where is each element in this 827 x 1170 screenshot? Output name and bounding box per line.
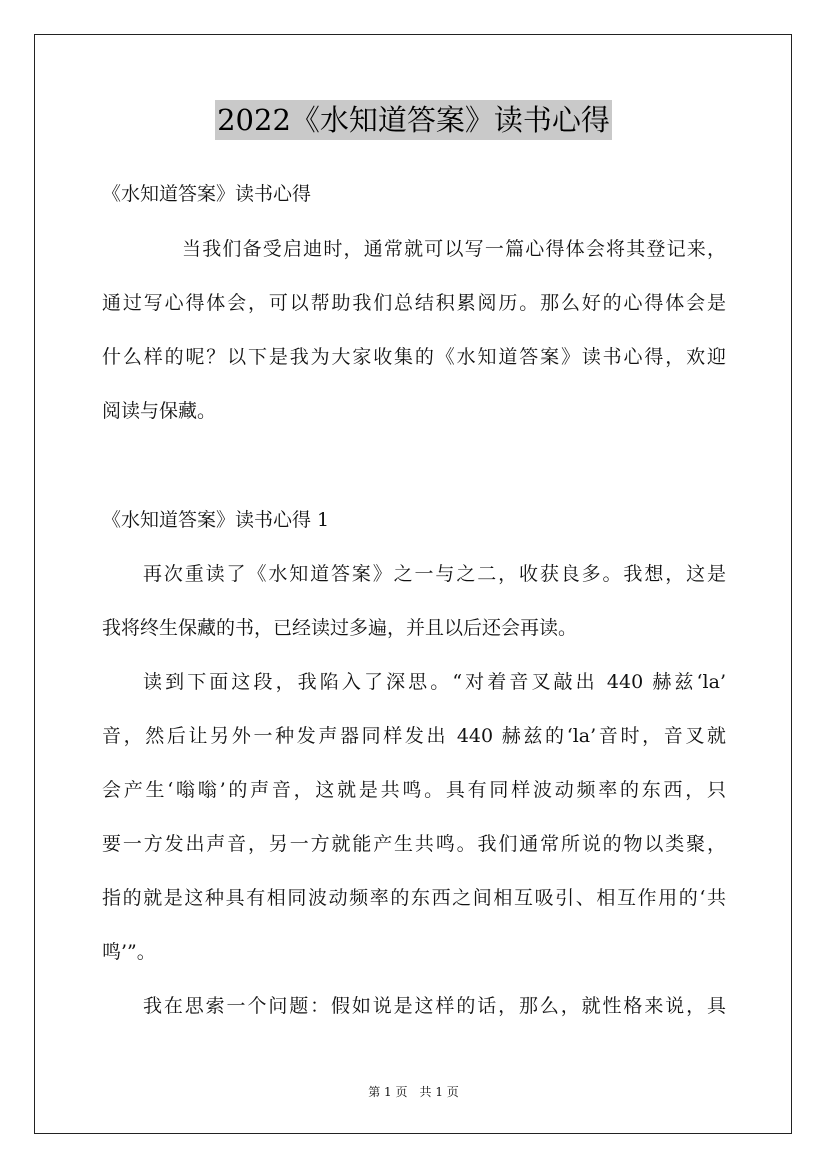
page-number-footer: 第 1 页 共 1 页 [368, 1085, 459, 1099]
title-container [0, 100, 827, 140]
intro-line: 什么样的呢？以下是我为大家收集的《水知道答案》读书心得，欢迎 [102, 346, 726, 368]
page-title: 2022《水知道答案》读书心得 [215, 100, 612, 140]
paragraph-line: 再次重读了《水知道答案》之一与之二，收获良多。我想，这是 [143, 563, 726, 585]
paragraph-line: 我在思索一个问题：假如说是这样的话，那么，就性格来说，具 [143, 995, 726, 1017]
paragraph-line: 读到下面这段，我陷入了深思。“对着音叉敲出 440 赫兹‘la’ [143, 671, 726, 693]
paragraph-line: 我将终生保藏的书，已经读过多遍，并且以后还会再读。 [102, 617, 578, 639]
subtitle: 《水知道答案》读书心得 [102, 183, 312, 205]
paragraph-line: 音，然后让另外一种发声器同样发出 440 赫兹的‘la’音时，音叉就 [102, 725, 726, 747]
intro-line: 通过写心得体会，可以帮助我们总结积累阅历。那么好的心得体会是 [102, 292, 726, 314]
paragraph-line: 会产生‘嗡嗡’的声音，这就是共鸣。具有同样波动频率的东西，只 [102, 779, 726, 801]
intro-line: 阅读与保藏。 [102, 400, 217, 422]
intro-line: 当我们备受启迪时，通常就可以写一篇心得体会将其登记来， [182, 238, 726, 260]
paragraph-line: 指的就是这种具有相同波动频率的东西之间相互吸引、相互作用的‘共 [102, 887, 726, 909]
section-heading: 《水知道答案》读书心得 1 [102, 509, 330, 531]
paragraph-line: 要一方发出声音，另一方就能产生共鸣。我们通常所说的物以类聚， [102, 833, 726, 855]
paragraph-line: 鸣’”。 [102, 941, 156, 963]
